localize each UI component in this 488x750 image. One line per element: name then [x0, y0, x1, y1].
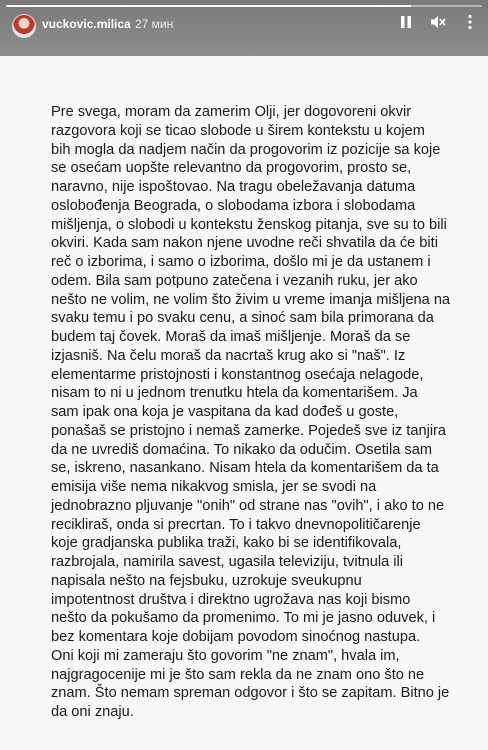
- story-progress-bar: [6, 5, 482, 7]
- pause-icon[interactable]: [398, 13, 414, 31]
- story-text-line: se, iskreno, nasankano. Nisam htela da komentarišem da ta: [51, 460, 439, 477]
- story-text-line: napisala nešto na fejsbuku, uzrokuje sveukupnu: [51, 572, 362, 589]
- story-text-line: sam ipak ona koja je vaspitana da kad dođeš u goste,: [51, 404, 399, 420]
- avatar[interactable]: [12, 14, 36, 38]
- story-text-line: jednobrazno pljuvanje "onih" od strane nas "ovih", i ako to ne: [51, 497, 445, 514]
- story-progress-fill: [6, 5, 411, 7]
- story-text-line: budem taj čovek. Moraš da imaš mišljenje. Moraš da se: [51, 329, 411, 345]
- story-text-line: odem. Bila sam potpuno zatečena i vezanih ruku, jer ako: [51, 272, 418, 289]
- story-text-line: najgragocenije mi je što sam rekla da ne znam ono što ne: [51, 666, 425, 683]
- story-text-line: razgovora koji se ticao slobode u širem kontekstu u kojem: [51, 122, 425, 139]
- story-text-line: bez komentara koje dobijam povodom sinoćnog nastupa.: [51, 629, 421, 645]
- story-text-line: nešto da pokušamo da promenimo. To mi je jasno oduvek, i: [51, 610, 436, 627]
- story-text-line: bih mogla da nadjem način da progovorim iz pozicije sa koje: [51, 141, 441, 158]
- story-text-line: svaku temu i po svaku cenu, a sinoć sam bila primorana da: [51, 310, 434, 327]
- story-text: [51, 103, 463, 722]
- story-header: [0, 0, 488, 56]
- story-text-line: da ne uvrediš domaćina. To nikako da odučim. Osetila sam: [51, 441, 432, 458]
- story-text-line: mišljenja, o slobodi u kontekstu ženskog pitanja, sve su to bili: [51, 216, 447, 233]
- story-text-line: nisam to ni u jednom trenutku htela da komentarišem. Ja: [51, 385, 418, 402]
- post-time: 27 мин: [135, 17, 174, 31]
- more-options-icon[interactable]: [462, 13, 478, 31]
- story-text-line: naravno, nije ispoštovao. Na tragu obeležavanja datuma: [51, 179, 416, 195]
- story-text-line: okviri. Kada sam nakon njene uvodne reči shvatila da će biti: [51, 235, 438, 252]
- story-text-line: nešto ne volim, ne volim što živim u vreme imanja mišljena na: [51, 291, 451, 308]
- header-controls: [398, 13, 478, 31]
- story-text-line: izjasniš. Na čelu moraš da nacrtaš krug ako si "naš". Iz: [51, 347, 406, 364]
- story-text-line: emisija više nema nikakvog smisla, jer se svodi na: [51, 479, 377, 495]
- story-text-line: oslobođenja Beograda, o slobodama izbora i slobodama: [51, 197, 416, 214]
- mute-icon[interactable]: [430, 13, 446, 31]
- story-text-line: elementarme pristojnosti i konstantnog osećaja nelagode,: [51, 366, 424, 383]
- story-text-line: Pre svega, moram da zamerim Olji, jer dogovoreni okvir: [51, 104, 412, 120]
- story-text-line: razbrojala, namirila savest, ugasila televiziju, tvitnula ili: [51, 554, 404, 570]
- story-text-line: znam. Što nemam spreman odgovor i što se zapitam. Bitno je: [51, 685, 450, 702]
- story-text-line: impotentnost društva i direktno ugrožava nas koji bismo: [51, 591, 411, 608]
- story-text-line: recikliraš, onda si precrtan. To i takvo dnevnopolitičarenje: [51, 516, 421, 533]
- story-text-line: se osećam uopšte relevantno da progovorim, prosto se,: [51, 160, 412, 177]
- story-text-line: reč o izborima, i samo o izborima, došlo mi je da ustanem i: [51, 254, 431, 270]
- username[interactable]: vuckovic.milica: [42, 17, 131, 31]
- story-text-line: da oni znaju.: [51, 704, 134, 720]
- story-text-line: ponašaš se pristojno i nemaš zamerke. Pojedeš sve iz tanjira: [51, 422, 447, 439]
- story-text-line: koje gradjanska publika traži, kako bi se identifikovala,: [51, 535, 402, 552]
- story-text-line: Oni koji mi zameraju što govorim "ne znam", hvala im,: [51, 647, 400, 664]
